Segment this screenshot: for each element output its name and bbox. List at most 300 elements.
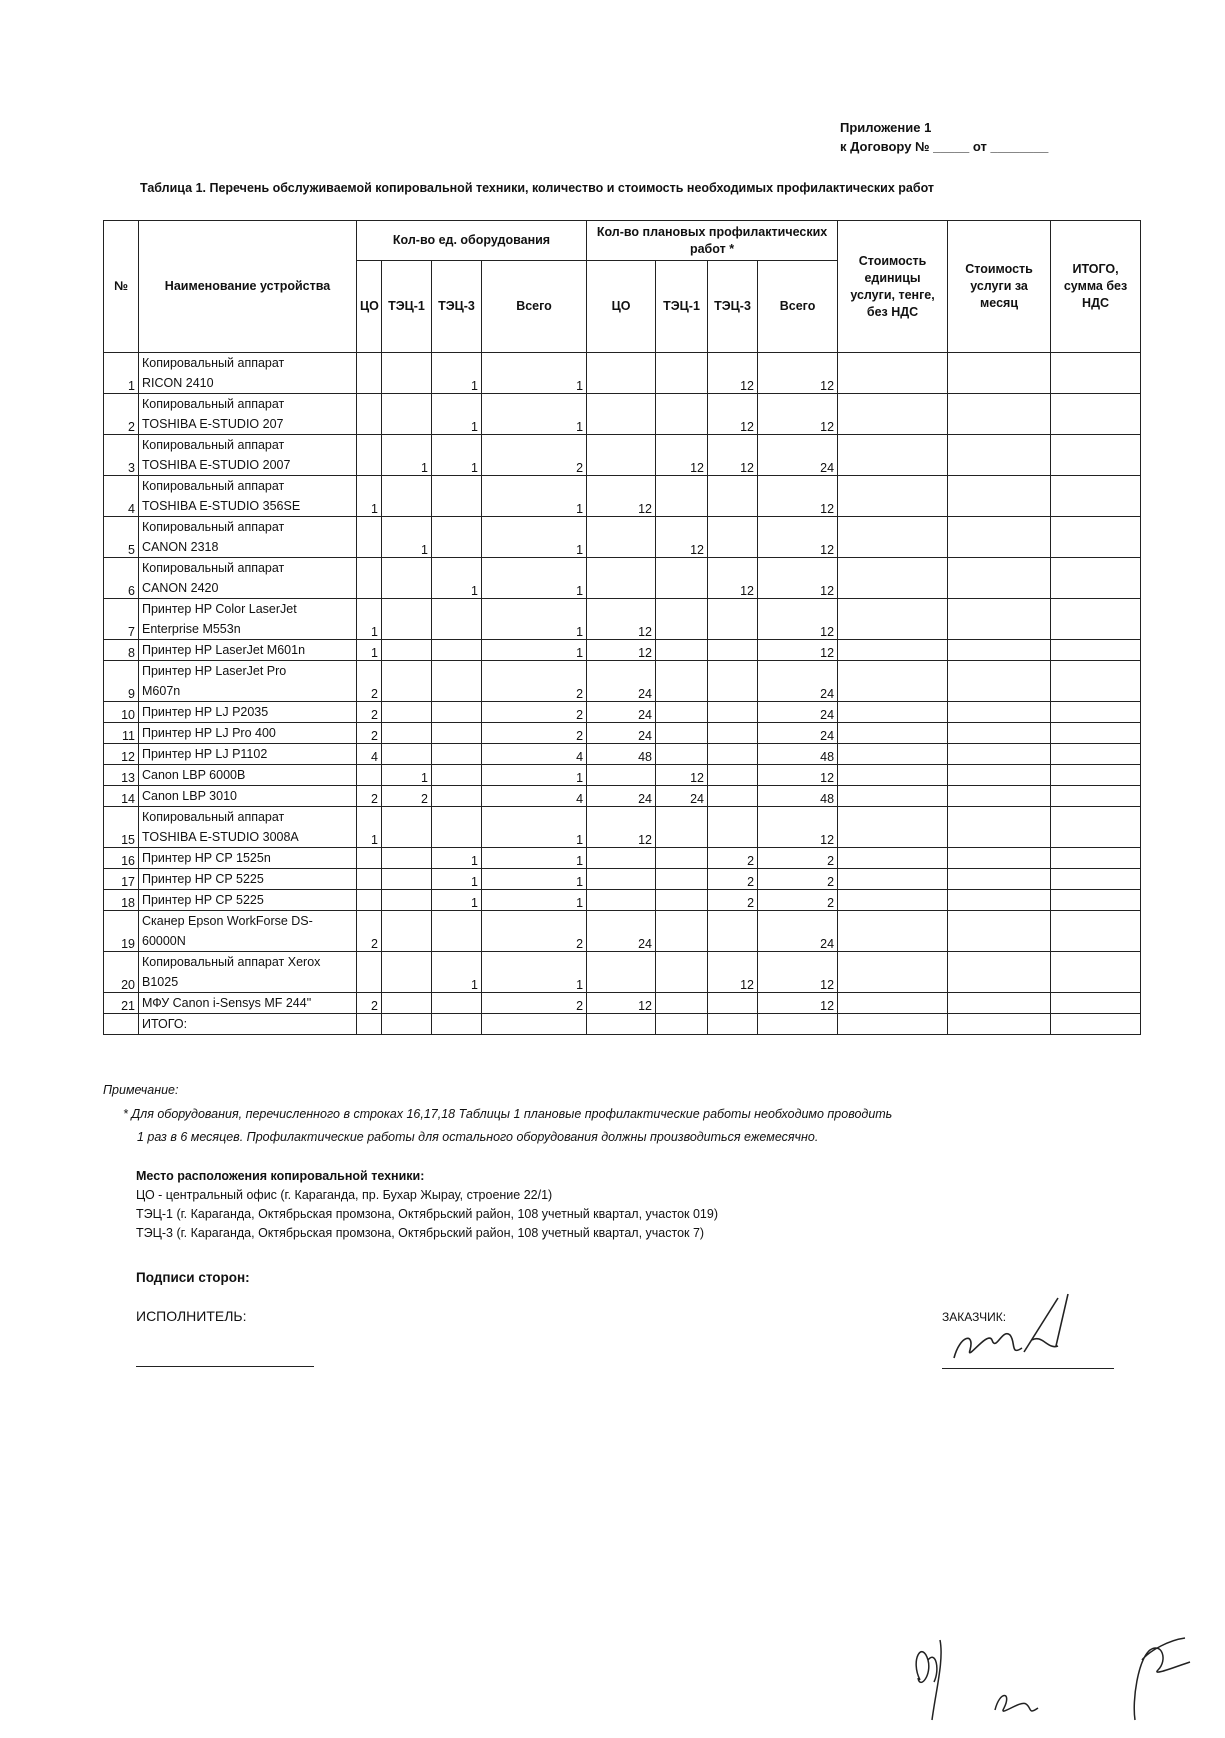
- cell-units-tec3: [432, 476, 482, 517]
- cell-unit-cost: [838, 952, 948, 993]
- cell-works-co: [587, 848, 656, 869]
- device-name: [139, 394, 357, 435]
- table-row: [104, 702, 1141, 723]
- cell-units-tec1: 2: [382, 786, 432, 807]
- cell-unit-cost: [838, 640, 948, 661]
- table-row: [104, 765, 1141, 786]
- equipment-table: [103, 220, 1141, 1035]
- row-number: 7: [104, 599, 139, 640]
- cell-units-tec1: 1: [382, 765, 432, 786]
- table-row: [104, 558, 1141, 599]
- cell-works-co: [587, 394, 656, 435]
- table-row: [104, 993, 1141, 1014]
- cell-month-cost: [948, 599, 1051, 640]
- cell-works-total: 2: [758, 869, 838, 890]
- cell-works-tec3: 2: [708, 869, 758, 890]
- cell-units-tec3: 1: [432, 869, 482, 890]
- cell-units-co: [357, 353, 382, 394]
- table-row: [104, 911, 1141, 952]
- cell-units-co: [357, 848, 382, 869]
- location-co: ЦО - центральный офис (г. Караганда, пр. Бухар Жырау, строение 22/1): [136, 1188, 553, 1202]
- total-row: [104, 1014, 1141, 1035]
- table-row: [104, 952, 1141, 993]
- device-name-line: Принтер HP CP 1525n: [142, 851, 271, 865]
- cell-month-cost: [948, 952, 1051, 993]
- cell-itogo: [1051, 599, 1141, 640]
- row-number: 4: [104, 476, 139, 517]
- cell-works-total: 12: [758, 765, 838, 786]
- cell-units-tec1: [382, 723, 432, 744]
- cell-units-tec3: [432, 911, 482, 952]
- cell-units-tec3: [432, 723, 482, 744]
- cell-works-total: 24: [758, 702, 838, 723]
- cell-unit-cost: [838, 476, 948, 517]
- device-name-line: Копировальный аппарат Xerox: [142, 955, 321, 969]
- total-cell: [432, 1014, 482, 1035]
- total-cell: [838, 1014, 948, 1035]
- cell-month-cost: [948, 723, 1051, 744]
- table-row: [104, 517, 1141, 558]
- table-row: [104, 640, 1141, 661]
- table-row: [104, 599, 1141, 640]
- device-name-line: Принтер HP CP 5225: [142, 893, 264, 907]
- row-number: 20: [104, 952, 139, 993]
- cell-month-cost: [948, 890, 1051, 911]
- header-units-group: Кол-во ед. оборудования: [357, 221, 587, 261]
- cell-unit-cost: [838, 661, 948, 702]
- device-name: [139, 723, 357, 744]
- cell-works-co: [587, 353, 656, 394]
- cell-works-total: 24: [758, 435, 838, 476]
- row-number: 11: [104, 723, 139, 744]
- cell-works-tec1: [656, 394, 708, 435]
- cell-units-co: 1: [357, 476, 382, 517]
- cell-works-tec3: [708, 744, 758, 765]
- cell-works-co: 24: [587, 661, 656, 702]
- cell-works-tec1: [656, 848, 708, 869]
- cell-units-tec3: [432, 807, 482, 848]
- cell-itogo: [1051, 869, 1141, 890]
- header-works-tec3: ТЭЦ-3: [708, 261, 758, 353]
- cell-unit-cost: [838, 702, 948, 723]
- cell-units-co: 2: [357, 911, 382, 952]
- cell-works-total: 24: [758, 723, 838, 744]
- cell-units-total: 2: [482, 661, 587, 702]
- device-name-line: Копировальный аппарат: [142, 479, 285, 493]
- device-name-line: МФУ Canon i-Sensys MF 244": [142, 996, 312, 1010]
- cell-itogo: [1051, 702, 1141, 723]
- cell-itogo: [1051, 558, 1141, 599]
- cell-works-tec3: 12: [708, 435, 758, 476]
- cell-units-tec3: [432, 786, 482, 807]
- total-cell: [357, 1014, 382, 1035]
- location-title: Место расположения копировальной техники:: [136, 1169, 425, 1183]
- cell-units-co: [357, 890, 382, 911]
- cell-units-tec3: 1: [432, 952, 482, 993]
- cell-units-tec3: [432, 744, 482, 765]
- cell-itogo: [1051, 640, 1141, 661]
- cell-itogo: [1051, 476, 1141, 517]
- cell-units-co: 2: [357, 786, 382, 807]
- device-name-line: Canon LBP 6000B: [142, 768, 246, 782]
- header-units-co: ЦО: [357, 261, 382, 353]
- total-cell: [587, 1014, 656, 1035]
- cell-works-tec1: [656, 558, 708, 599]
- device-name: [139, 786, 357, 807]
- signatures-title: Подписи сторон:: [136, 1270, 250, 1285]
- device-name-line: 60000N: [142, 934, 186, 948]
- row-number: 18: [104, 890, 139, 911]
- cell-month-cost: [948, 807, 1051, 848]
- cell-works-tec3: [708, 993, 758, 1014]
- cell-units-tec3: [432, 599, 482, 640]
- header-no: №: [104, 221, 139, 353]
- cell-units-co: 4: [357, 744, 382, 765]
- cell-works-tec3: [708, 599, 758, 640]
- device-name-line: Принтер HP LaserJet M601n: [142, 643, 306, 657]
- cell-units-co: [357, 952, 382, 993]
- cell-works-tec1: [656, 723, 708, 744]
- executor-signature-line: [136, 1366, 314, 1367]
- table-row: [104, 435, 1141, 476]
- table-row: [104, 807, 1141, 848]
- cell-works-tec1: [656, 952, 708, 993]
- total-row-number: [104, 1014, 139, 1035]
- cell-works-tec1: [656, 353, 708, 394]
- customer-signature: [940, 1290, 1120, 1370]
- cell-works-total: 12: [758, 640, 838, 661]
- cell-month-cost: [948, 744, 1051, 765]
- cell-units-tec1: [382, 807, 432, 848]
- cell-works-total: 12: [758, 353, 838, 394]
- header-works-co: ЦО: [587, 261, 656, 353]
- cell-unit-cost: [838, 723, 948, 744]
- cell-units-total: 2: [482, 723, 587, 744]
- table-row: [104, 723, 1141, 744]
- cell-units-total: 1: [482, 394, 587, 435]
- cell-works-total: 24: [758, 911, 838, 952]
- cell-unit-cost: [838, 848, 948, 869]
- cell-units-total: 1: [482, 890, 587, 911]
- cell-units-co: 2: [357, 661, 382, 702]
- cell-units-tec3: 1: [432, 394, 482, 435]
- cell-units-total: 4: [482, 786, 587, 807]
- device-name: [139, 640, 357, 661]
- cell-units-tec1: [382, 993, 432, 1014]
- cell-works-co: 24: [587, 702, 656, 723]
- cell-works-tec3: 12: [708, 353, 758, 394]
- cell-works-total: 2: [758, 848, 838, 869]
- initials-signatures: [900, 1620, 1220, 1730]
- cell-works-tec1: [656, 807, 708, 848]
- cell-itogo: [1051, 993, 1141, 1014]
- cell-units-tec3: [432, 993, 482, 1014]
- cell-unit-cost: [838, 394, 948, 435]
- cell-units-total: 1: [482, 640, 587, 661]
- row-number: 13: [104, 765, 139, 786]
- cell-works-tec1: [656, 599, 708, 640]
- device-name: [139, 558, 357, 599]
- device-name-line: TOSHIBA E-STUDIO 356SE: [142, 499, 301, 513]
- device-name: [139, 993, 357, 1014]
- table-row: [104, 744, 1141, 765]
- cell-units-tec1: [382, 599, 432, 640]
- table-row: [104, 353, 1141, 394]
- cell-units-total: 2: [482, 993, 587, 1014]
- total-label: ИТОГО:: [139, 1014, 357, 1035]
- cell-month-cost: [948, 435, 1051, 476]
- cell-month-cost: [948, 353, 1051, 394]
- row-number: 3: [104, 435, 139, 476]
- cell-works-tec1: [656, 993, 708, 1014]
- cell-works-co: [587, 517, 656, 558]
- cell-units-total: 4: [482, 744, 587, 765]
- cell-itogo: [1051, 911, 1141, 952]
- cell-units-tec3: [432, 702, 482, 723]
- cell-units-total: 1: [482, 848, 587, 869]
- cell-month-cost: [948, 661, 1051, 702]
- cell-works-tec1: [656, 890, 708, 911]
- cell-works-tec1: [656, 661, 708, 702]
- header-month-cost: Стоимость услуги за месяц: [948, 221, 1051, 353]
- table-row: [104, 890, 1141, 911]
- cell-units-tec1: 1: [382, 435, 432, 476]
- cell-works-total: 12: [758, 599, 838, 640]
- cell-units-tec3: [432, 765, 482, 786]
- cell-units-tec1: [382, 702, 432, 723]
- cell-units-tec3: 1: [432, 848, 482, 869]
- row-number: 17: [104, 869, 139, 890]
- row-number: 6: [104, 558, 139, 599]
- row-number: 19: [104, 911, 139, 952]
- cell-units-total: 2: [482, 911, 587, 952]
- cell-unit-cost: [838, 435, 948, 476]
- cell-works-tec3: [708, 765, 758, 786]
- cell-unit-cost: [838, 807, 948, 848]
- cell-works-total: 12: [758, 558, 838, 599]
- cell-units-tec1: [382, 890, 432, 911]
- cell-itogo: [1051, 890, 1141, 911]
- header-works-group: Кол-во плановых профилактических работ *: [587, 221, 838, 261]
- row-number: 10: [104, 702, 139, 723]
- cell-works-co: [587, 869, 656, 890]
- cell-works-tec3: [708, 786, 758, 807]
- cell-units-total: 1: [482, 952, 587, 993]
- device-name-line: Копировальный аппарат: [142, 438, 285, 452]
- cell-units-tec1: [382, 353, 432, 394]
- total-cell: [948, 1014, 1051, 1035]
- cell-works-co: 48: [587, 744, 656, 765]
- cell-works-co: 24: [587, 911, 656, 952]
- cell-units-tec3: 1: [432, 890, 482, 911]
- cell-works-total: 12: [758, 952, 838, 993]
- cell-works-total: 2: [758, 890, 838, 911]
- cell-month-cost: [948, 869, 1051, 890]
- device-name: [139, 353, 357, 394]
- cell-month-cost: [948, 765, 1051, 786]
- cell-units-co: [357, 869, 382, 890]
- table-row: [104, 661, 1141, 702]
- cell-works-tec1: [656, 869, 708, 890]
- cell-units-total: 1: [482, 353, 587, 394]
- cell-itogo: [1051, 723, 1141, 744]
- total-cell: [656, 1014, 708, 1035]
- row-number: 12: [104, 744, 139, 765]
- cell-works-tec3: 2: [708, 890, 758, 911]
- cell-unit-cost: [838, 558, 948, 599]
- cell-units-total: 1: [482, 599, 587, 640]
- cell-units-tec1: [382, 911, 432, 952]
- device-name-line: Копировальный аппарат: [142, 397, 285, 411]
- cell-month-cost: [948, 394, 1051, 435]
- device-name-line: TOSHIBA E-STUDIO 2007: [142, 458, 291, 472]
- contract-reference: к Договору № _____ от ________: [840, 139, 1049, 154]
- cell-works-co: [587, 765, 656, 786]
- device-name-line: Enterprise M553n: [142, 622, 241, 636]
- cell-units-co: [357, 765, 382, 786]
- cell-unit-cost: [838, 353, 948, 394]
- header-device-name: Наименование устройства: [139, 221, 357, 353]
- table-row: [104, 394, 1141, 435]
- cell-units-tec1: 1: [382, 517, 432, 558]
- cell-works-co: [587, 890, 656, 911]
- cell-units-co: [357, 435, 382, 476]
- location-tec1: ТЭЦ-1 (г. Караганда, Октябрьская промзона, Октябрьский район, 108 учетный квартал, участок 019): [136, 1207, 718, 1221]
- device-name: [139, 890, 357, 911]
- cell-works-tec1: 12: [656, 435, 708, 476]
- cell-units-co: 1: [357, 807, 382, 848]
- cell-units-total: 1: [482, 765, 587, 786]
- row-number: 16: [104, 848, 139, 869]
- total-cell: [482, 1014, 587, 1035]
- cell-unit-cost: [838, 890, 948, 911]
- device-name-line: TOSHIBA E-STUDIO 207: [142, 417, 284, 431]
- device-name: [139, 952, 357, 993]
- cell-itogo: [1051, 807, 1141, 848]
- header-units-tec3: ТЭЦ-3: [432, 261, 482, 353]
- cell-units-co: [357, 394, 382, 435]
- row-number: 5: [104, 517, 139, 558]
- location-block: [136, 1167, 718, 1243]
- row-number: 9: [104, 661, 139, 702]
- cell-works-co: [587, 435, 656, 476]
- cell-works-tec3: [708, 476, 758, 517]
- row-number: 2: [104, 394, 139, 435]
- note-body: [123, 1103, 1043, 1149]
- cell-works-total: 12: [758, 394, 838, 435]
- row-number: 21: [104, 993, 139, 1014]
- cell-works-tec1: [656, 640, 708, 661]
- device-name: [139, 744, 357, 765]
- cell-month-cost: [948, 476, 1051, 517]
- cell-units-co: 2: [357, 702, 382, 723]
- cell-units-total: 1: [482, 476, 587, 517]
- device-name: [139, 435, 357, 476]
- cell-units-tec1: [382, 848, 432, 869]
- cell-month-cost: [948, 640, 1051, 661]
- cell-works-tec3: 12: [708, 558, 758, 599]
- device-name-line: Принтер HP Color LaserJet: [142, 602, 297, 616]
- device-name-line: TOSHIBA E-STUDIO 3008A: [142, 830, 299, 844]
- cell-works-tec1: [656, 911, 708, 952]
- device-name-line: Принтер HP LJ P2035: [142, 705, 269, 719]
- cell-units-co: 2: [357, 993, 382, 1014]
- device-name-line: CANON 2318: [142, 540, 219, 554]
- device-name-line: Сканер Epson WorkForse DS-: [142, 914, 313, 928]
- cell-works-tec3: 2: [708, 848, 758, 869]
- cell-itogo: [1051, 765, 1141, 786]
- device-name-line: Принтер HP CP 5225: [142, 872, 264, 886]
- header-works-total: Всего: [758, 261, 838, 353]
- cell-itogo: [1051, 952, 1141, 993]
- cell-works-co: [587, 952, 656, 993]
- cell-itogo: [1051, 517, 1141, 558]
- cell-works-tec1: [656, 744, 708, 765]
- row-number: 8: [104, 640, 139, 661]
- header-itogo: ИТОГО, сумма без НДС: [1051, 221, 1141, 353]
- cell-units-tec3: [432, 517, 482, 558]
- device-name-line: Копировальный аппарат: [142, 520, 285, 534]
- cell-units-tec1: [382, 661, 432, 702]
- cell-units-tec1: [382, 744, 432, 765]
- cell-units-tec3: 1: [432, 435, 482, 476]
- cell-works-co: 24: [587, 786, 656, 807]
- cell-works-tec3: [708, 702, 758, 723]
- appendix-header: [840, 118, 1048, 156]
- device-name-line: Копировальный аппарат: [142, 356, 285, 370]
- device-name-line: Принтер HP LJ Pro 400: [142, 726, 276, 740]
- device-name: [139, 517, 357, 558]
- appendix-title: Приложение 1: [840, 120, 932, 135]
- device-name: [139, 869, 357, 890]
- table-title: Таблица 1. Перечень обслуживаемой копировальной техники, количество и стоимость необходимых профилактических работ: [140, 181, 935, 195]
- cell-units-tec1: [382, 640, 432, 661]
- cell-month-cost: [948, 786, 1051, 807]
- cell-works-tec1: [656, 476, 708, 517]
- row-number: 1: [104, 353, 139, 394]
- cell-works-tec3: 12: [708, 952, 758, 993]
- cell-units-tec1: [382, 476, 432, 517]
- cell-works-tec1: 12: [656, 517, 708, 558]
- cell-units-total: 1: [482, 517, 587, 558]
- device-name: [139, 599, 357, 640]
- table-row: [104, 786, 1141, 807]
- cell-works-total: 12: [758, 807, 838, 848]
- cell-itogo: [1051, 744, 1141, 765]
- cell-works-co: 12: [587, 476, 656, 517]
- cell-itogo: [1051, 661, 1141, 702]
- executor-label: ИСПОЛНИТЕЛЬ:: [136, 1308, 247, 1324]
- cell-works-total: 12: [758, 517, 838, 558]
- cell-works-tec3: [708, 723, 758, 744]
- cell-works-tec1: 12: [656, 765, 708, 786]
- cell-works-tec3: [708, 807, 758, 848]
- cell-units-tec3: 1: [432, 558, 482, 599]
- note-title: Примечание:: [103, 1083, 179, 1097]
- cell-works-tec3: 12: [708, 394, 758, 435]
- total-cell: [382, 1014, 432, 1035]
- cell-month-cost: [948, 517, 1051, 558]
- cell-unit-cost: [838, 599, 948, 640]
- cell-works-co: 12: [587, 807, 656, 848]
- device-name: [139, 661, 357, 702]
- device-name-line: CANON 2420: [142, 581, 219, 595]
- cell-units-total: 2: [482, 435, 587, 476]
- device-name-line: Копировальный аппарат: [142, 561, 285, 575]
- device-name-line: Копировальный аппарат: [142, 810, 285, 824]
- cell-works-tec3: [708, 517, 758, 558]
- cell-works-tec1: [656, 702, 708, 723]
